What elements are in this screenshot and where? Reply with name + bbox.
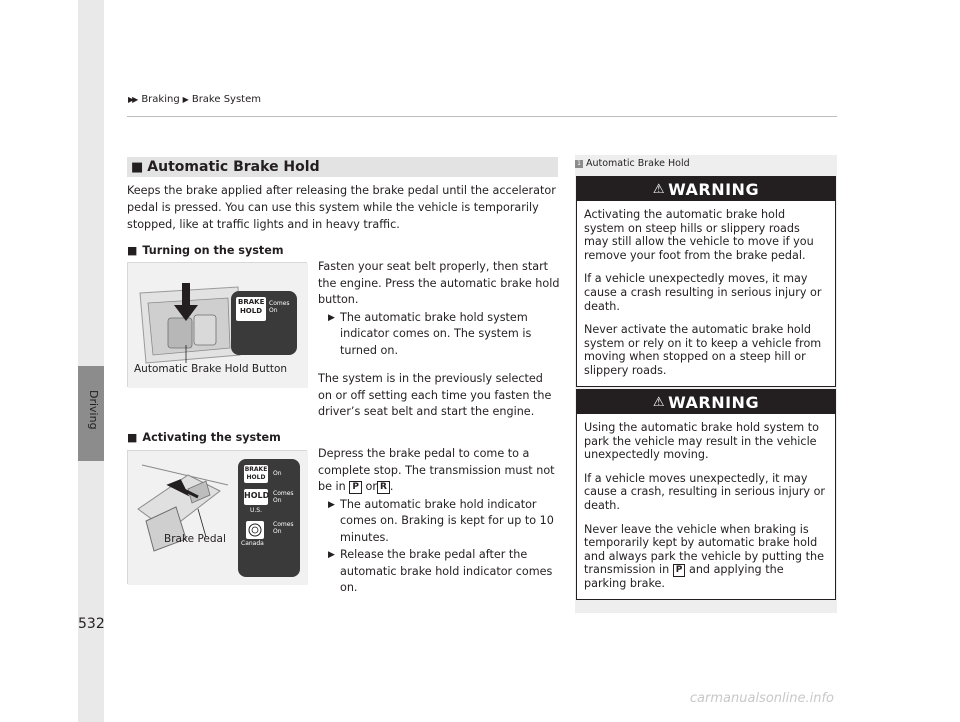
indicator-line2: HOLD bbox=[239, 307, 263, 315]
warning2-para2: If a vehicle moves unexpectedly, it may cause a crash, resulting in serious injury or death. bbox=[584, 471, 826, 512]
warning-box-1 bbox=[576, 176, 836, 387]
indicator-line2: HOLD bbox=[246, 474, 266, 481]
subheading-text: Activating the system bbox=[142, 431, 281, 444]
warning-box-2 bbox=[576, 389, 836, 600]
warning-triangle-icon: ⚠ bbox=[652, 394, 666, 410]
activating-para1 bbox=[318, 446, 560, 496]
activating-step1 bbox=[328, 497, 560, 547]
warning1-para2: If a vehicle unexpectedly moves, it may cause a crash resulting in serious injury or death. bbox=[584, 272, 822, 313]
warning2-para3 bbox=[584, 523, 827, 591]
indicator3-status-line1: Comes bbox=[273, 521, 294, 528]
period: . bbox=[389, 480, 394, 493]
section-title: Automatic Brake Hold bbox=[147, 159, 320, 175]
indicator-line1: BRAKE bbox=[244, 466, 268, 473]
activating-text bbox=[318, 446, 560, 597]
indicator2-status-line2: On bbox=[273, 497, 282, 504]
warning-header bbox=[577, 177, 835, 201]
square-bullet-icon: ■ bbox=[131, 159, 144, 175]
breadcrumb-arrow-icon: ▶▶ bbox=[128, 95, 137, 104]
breadcrumb bbox=[128, 94, 261, 105]
indicator-status bbox=[269, 300, 290, 314]
subheading-turning-on bbox=[127, 244, 284, 257]
gear-key-p: P bbox=[349, 481, 362, 494]
step-arrow-icon: ▶ bbox=[328, 550, 335, 560]
side-tab-bar bbox=[78, 0, 104, 722]
indicator-status-line1: Comes bbox=[269, 300, 290, 307]
step-text: The automatic brake hold system indicator comes on. The system is turned on. bbox=[340, 310, 532, 357]
section-heading bbox=[127, 157, 558, 177]
gear-key-p: P bbox=[673, 564, 686, 577]
step-text: The automatic brake hold indicator comes on. Braking is kept for up to 10 minutes. bbox=[340, 497, 554, 544]
header-rule bbox=[127, 116, 837, 117]
square-bullet-icon: ■ bbox=[127, 244, 138, 257]
step-arrow-icon: ▶ bbox=[328, 499, 335, 510]
indicator2-status bbox=[273, 490, 294, 504]
warning1-para3: Never activate the automatic brake hold system or rely on it to keep a vehicle from moving when stopped on a steep hill or slippery roads. bbox=[584, 323, 822, 377]
watermark: carmanualsonline.info bbox=[689, 691, 834, 706]
breadcrumb-braking[interactable]: Braking bbox=[141, 94, 180, 105]
activating-step2 bbox=[328, 547, 560, 597]
gear-key-r: R bbox=[377, 481, 390, 494]
sidebar-note-title bbox=[575, 158, 690, 169]
turning-on-step1 bbox=[328, 310, 560, 360]
hold-indicator-icon: HOLD bbox=[244, 491, 270, 500]
note-number-badge: 1 bbox=[575, 160, 583, 168]
turning-on-para1: Fasten your seat belt properly, then start the engine. Press the automatic brake hold button. bbox=[318, 260, 560, 306]
side-tab bbox=[0, 0, 104, 722]
figure-brake-pedal bbox=[127, 450, 307, 584]
subheading-text: Turning on the system bbox=[142, 244, 284, 257]
step-arrow-icon: ▶ bbox=[328, 312, 335, 323]
note-title-text: Automatic Brake Hold bbox=[586, 158, 690, 169]
warning2-para1: Using the automatic brake hold system to park the vehicle may result in the vehicle unexpectedly moving. bbox=[584, 421, 819, 462]
side-tab-label[interactable]: Driving bbox=[87, 390, 100, 430]
brake-hold-indicator-icon bbox=[244, 466, 268, 482]
warning2-para3-a: Never leave the vehicle when braking is temporarily kept by automatic brake hold and always park the vehicle by putting the transmission in bbox=[584, 522, 824, 577]
activating-para1-text: Depress the brake pedal to come to a complete stop. The transmission must not be in bbox=[318, 447, 555, 493]
warning-title: WARNING bbox=[668, 179, 760, 199]
turning-on-text bbox=[318, 259, 560, 421]
square-bullet-icon: ■ bbox=[127, 431, 138, 444]
warning-header bbox=[577, 390, 835, 414]
warning1-para1: Activating the automatic brake hold system on steep hills or slippery roads may still allow the vehicle to move if you remove your foot from the brake pedal. bbox=[584, 208, 814, 262]
figure-label-brake-hold-button: Automatic Brake Hold Button bbox=[134, 363, 288, 375]
warning-body bbox=[577, 414, 835, 599]
indicator2-region: U.S. bbox=[250, 507, 263, 514]
section-intro: Keeps the brake applied after releasing the brake pedal until the accelerator pedal is pressed. You can use this system while the vehicle is temporarily stopped, like at traffic lights and in heavy traffic. bbox=[127, 184, 556, 231]
warning-title: WARNING bbox=[668, 392, 760, 412]
indicator-line1: BRAKE bbox=[238, 298, 265, 306]
figure-label-brake-pedal: Brake Pedal bbox=[164, 533, 226, 545]
indicator3-status-line2: On bbox=[273, 528, 282, 535]
indicator2-status-line1: Comes bbox=[273, 490, 294, 497]
page-number: 532 bbox=[78, 616, 105, 632]
or-text: or bbox=[365, 480, 377, 493]
figure-brake-hold-button bbox=[127, 262, 307, 387]
indicator1-status: On bbox=[273, 470, 282, 477]
breadcrumb-arrow-icon: ▶ bbox=[182, 95, 187, 104]
step-text: Release the brake pedal after the automatic brake hold indicator comes on. bbox=[340, 548, 553, 594]
breadcrumb-brake-system[interactable]: Brake System bbox=[191, 94, 261, 105]
warning-triangle-icon: ⚠ bbox=[652, 181, 666, 197]
warning-body bbox=[577, 201, 835, 386]
turning-on-para2: The system is in the previously selected on or off setting each time you fasten the driver’s seat belt and start the engine. bbox=[318, 372, 552, 418]
indicator-status-line2: On bbox=[269, 307, 278, 314]
indicator3-status bbox=[273, 521, 294, 535]
subheading-activating bbox=[127, 431, 281, 444]
brake-hold-indicator-icon bbox=[238, 298, 264, 316]
warning2-para3-b: and applying the parking brake. bbox=[584, 563, 784, 591]
indicator3-region: Canada bbox=[241, 540, 264, 547]
